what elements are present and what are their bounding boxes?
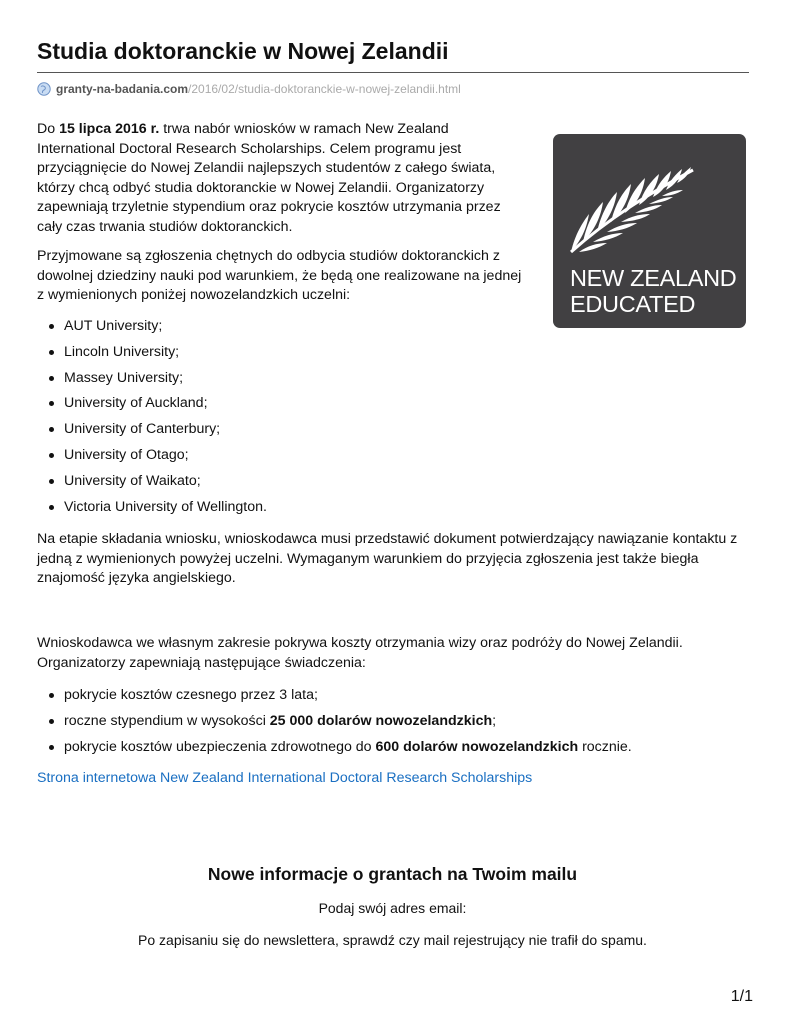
benefit-stipend-text: roczne stypendium w wysokości: [64, 712, 270, 729]
benefit-tuition: pokrycie kosztów czesnego przez 3 lata;: [64, 687, 318, 703]
list-item: University of Otago;: [37, 446, 267, 472]
costs-paragraph: Wnioskodawca we własnym zakresie pokrywa koszty otrzymania wizy oraz podróży do Nowej Zelandii. Organizatorzy zapewniają następujące świadczenia:: [37, 635, 683, 671]
source-line: [37, 82, 461, 96]
intro-paragraph: [37, 120, 529, 237]
silver-fern-icon: [553, 134, 746, 264]
list-item: University of Canterbury;: [37, 420, 267, 446]
deadline-date: 15 lipca 2016 r.: [59, 121, 160, 137]
source-path[interactable]: /2016/02/studia-doktoranckie-w-nowej-zelandii.html: [188, 82, 461, 96]
list-item: [37, 686, 632, 712]
source-domain[interactable]: granty-na-badania.com: [56, 82, 189, 96]
eligibility-paragraph: Przyjmowane są zgłoszenia chętnych do odbycia studiów doktoranckich z dowolnej dziedziny nauki pod warunkiem, że będą one realizowane na jednej z wymienionych poniżej nowozelandzkich uczelni:: [37, 248, 522, 303]
newsletter-heading: Nowe informacje o grantach na Twoim mailu: [207, 864, 578, 884]
logo-line-2: EDUCATED: [570, 291, 696, 317]
list-item: Lincoln University;: [37, 343, 267, 369]
benefits-list: [37, 686, 632, 763]
new-zealand-educated-logo: [553, 134, 746, 328]
benefit-insurance-text: pokrycie kosztów ubezpieczenia zdrowotnego do: [64, 738, 376, 755]
requirements-paragraph: Na etapie składania wniosku, wnioskodawca musi przedstawić dokument potwierdzający nawiązanie kontaktu z jedną z wymienionych powyżej uczelni. Wymaganym warunkiem do przyjęcia zgłoszenia jest także biegła znajomość języka angielskiego.: [37, 531, 738, 586]
intro-rest: trwa nabór wniosków w ramach New Zealand International Doctoral Research Scholarships. Celem programu jest przyciągnięcie do Nowej Zelandii najlepszych studentów z całego świata, którzy chcą odbyć studia doktoranckie w Nowej Zelandii. Organizatorzy zapewniają trzyletnie stypendium oraz pokrycie kosztów utrzymania przez cały czas trwania studiów doktoranckich.: [37, 121, 501, 235]
logo-text: [570, 265, 736, 317]
list-item: University of Auckland;: [37, 394, 267, 420]
newsletter-prompt: Podaj swój adres email:: [318, 900, 467, 916]
page-number: 1/1: [730, 988, 753, 1005]
list-item: AUT University;: [37, 317, 267, 343]
intro-lead: Do: [37, 121, 60, 137]
globe-icon: [37, 82, 51, 96]
university-list: [37, 317, 267, 523]
newsletter-note: Po zapisaniu się do newslettera, sprawdź czy mail rejestrujący nie trafił do spamu.: [138, 932, 647, 948]
list-item: [37, 738, 632, 764]
benefit-insurance-end: rocznie.: [578, 738, 632, 755]
list-item: [37, 712, 632, 738]
benefit-insurance-amount: 600 dolarów nowozelandzkich: [375, 738, 579, 755]
benefit-stipend-end: ;: [492, 712, 497, 729]
list-item: University of Waikato;: [37, 472, 267, 498]
logo-line-1: NEW ZEALAND: [570, 265, 737, 291]
list-item: Massey University;: [37, 369, 267, 395]
title-divider: [37, 72, 749, 73]
page-title: Studia doktoranckie w Nowej Zelandii: [37, 38, 449, 64]
program-website-link[interactable]: Strona internetowa New Zealand International Doctoral Research Scholarships: [37, 770, 533, 786]
benefit-stipend-amount: 25 000 dolarów nowozelandzkich: [269, 712, 493, 729]
list-item: Victoria University of Wellington.: [37, 498, 267, 524]
